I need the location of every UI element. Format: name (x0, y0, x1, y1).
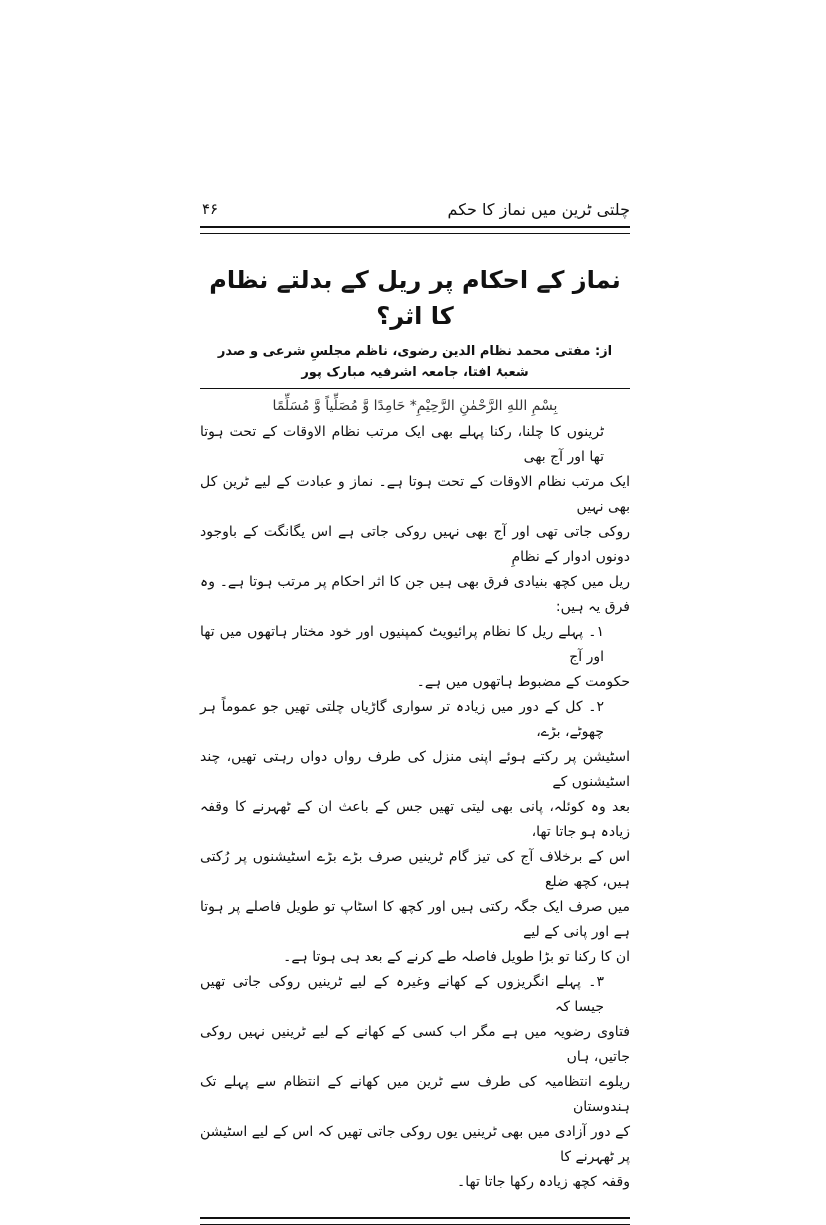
footer-double-rule (200, 1217, 630, 1225)
body-line: ایک مرتب نظام الاوقات کے تحت ہوتا ہے۔ نماز و عبادت کے لیے ٹرین کل بھی نہیں (200, 474, 630, 516)
body-line: وقفہ کچھ زیادہ رکھا جاتا تھا۔ (457, 1174, 630, 1191)
running-header (200, 200, 630, 226)
running-title: چلتی ٹرین میں نماز کا حکم (447, 200, 630, 219)
body-line: ۳۔ پہلے انگریزوں کے کھانے وغیرہ کے لیے ٹرینیں روکی جاتی تھیں جیسا کہ (200, 974, 604, 1016)
bismillah: بِسْمِ اللهِ الرَّحْمٰنِ الرَّحِیْمِ* حَامِدًا وَّ مُصَلِّیاً وَّ مُسَلِّمًا (272, 397, 558, 414)
body-line: میں صرف ایک جگہ رکتی ہیں اور کچھ کا اسٹاپ تو طویل فاصلے پر ہوتا ہے اور پانی کے لیے (200, 899, 630, 941)
body-line: ان کا رکنا تو بڑا طویل فاصلہ طے کرنے کے بعد ہی ہوتا ہے۔ (283, 949, 630, 966)
body-line: اس کے برخلاف آج کی تیز گام ٹرینیں صرف بڑے بڑے اسٹیشنوں پر رُکتی ہیں، کچھ ضلع (200, 849, 630, 891)
body-line: کے دور آزادی میں بھی ٹرینیں یوں روکی جاتی تھیں کہ اس کے لیے اسٹیشن پر ٹھہرنے کا (200, 1124, 630, 1166)
article-byline: از: مفتی محمد نظام الدین رضوی، ناظم مجلسِ شرعی و صدر شعبۂ افتا، جامعہ اشرفیہ مبارک پور (200, 342, 630, 389)
article-title: نماز کے احکام پر ریل کے بدلتے نظام کا اثر؟ (209, 266, 621, 330)
body-line: ریل میں کچھ بنیادی فرق بھی ہیں جن کا اثر احکام پر مرتب ہوتا ہے۔ وہ فرق یہ ہیں: (200, 574, 630, 616)
body-line: اسٹیشن پر رکتے ہوئے اپنی منزل کی طرف رواں دواں رہتی تھیں، چند اسٹیشنوں کے (200, 749, 630, 791)
body-line: بعد وہ کوئلہ، پانی بھی لیتی تھیں جس کے باعث ان کے ٹھہرنے کا وقفہ زیادہ ہو جاتا تھا، (200, 799, 630, 841)
article (200, 262, 630, 1225)
body-line: حکومت کے مضبوط ہاتھوں میں ہے۔ (416, 674, 630, 691)
body-line: ریلوے انتظامیہ کی طرف سے ٹرین میں کھانے کے انتظام سے پہلے تک ہندوستان (200, 1074, 630, 1116)
article-body (200, 420, 630, 1195)
body-line: ۲۔ کل کے دور میں زیادہ تر سواری گاڑیاں چلتی تھیں جو عموماً ہر چھوٹے، بڑے، (200, 699, 604, 741)
page-number: ۴۶ (202, 200, 219, 218)
body-line: ۱۔ پہلے ریل کا نظام پرائیویٹ کمپنیوں اور خود مختار ہاتھوں میں تھا اور آج (200, 624, 604, 666)
body-line: ٹرینوں کا چلنا، رکنا پہلے بھی ایک مرتب نظام الاوقات کے تحت ہوتا تھا اور آج بھی (200, 424, 604, 466)
body-line: فتاوی رضویہ میں ہے مگر اب کسی کے کھانے کے لیے ٹرینیں نہیں روکی جاتیں، ہاں (200, 1024, 630, 1066)
body-line: روکی جاتی تھی اور آج بھی نہیں روکی جاتی ہے اس یگانگت کے باوجود دونوں ادوار کے نظامِ (200, 524, 630, 566)
header-double-rule (200, 226, 630, 234)
